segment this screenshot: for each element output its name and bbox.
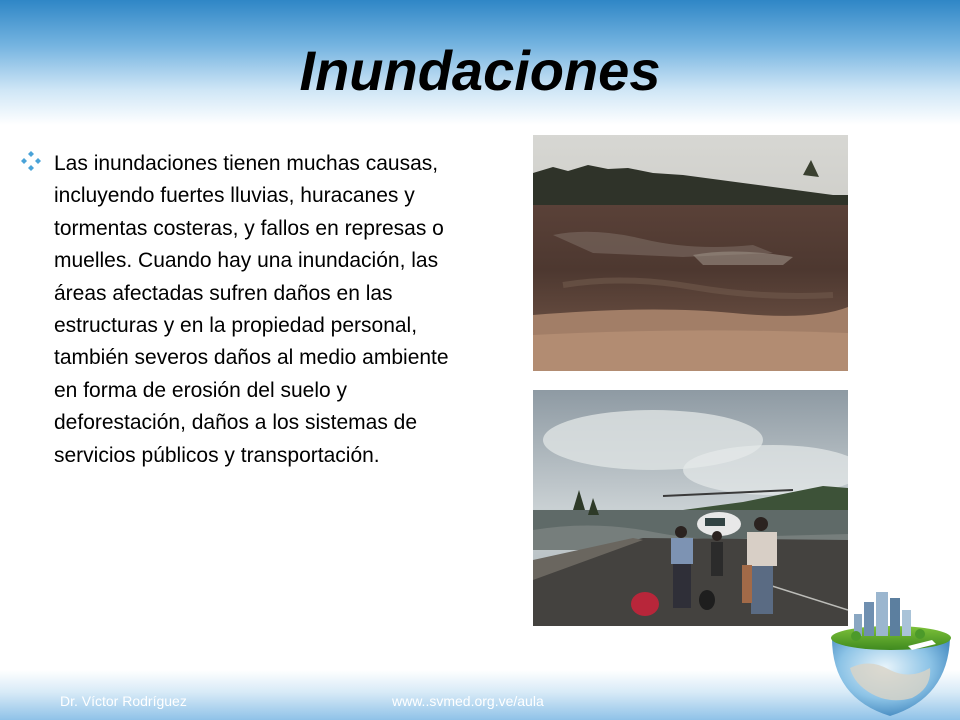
flood-mud-field-photo [533, 135, 848, 371]
bullet-text: Las inundaciones tienen muchas causas, incluyendo fuertes lluvias, huracanes y tormentas costeras, y fallos en represas o muelles. Cuando hay una inundación, las áreas afectadas sufren daños en las estructuras y en la propiedad personal, también severos daños al medio ambiente en forma de erosión del suelo y deforestación, daños a los sistemas de servicios públicos y transportación. [54, 152, 449, 467]
globe-city-logo [820, 588, 960, 720]
footer-author: Dr. Víctor Rodríguez [60, 693, 187, 709]
evacuation-helicopter-photo [533, 390, 848, 626]
diamond-bullet-icon [20, 150, 42, 172]
footer-website: www..svmed.org.ve/aula [392, 693, 544, 709]
slide-title: Inundaciones [299, 39, 661, 102]
